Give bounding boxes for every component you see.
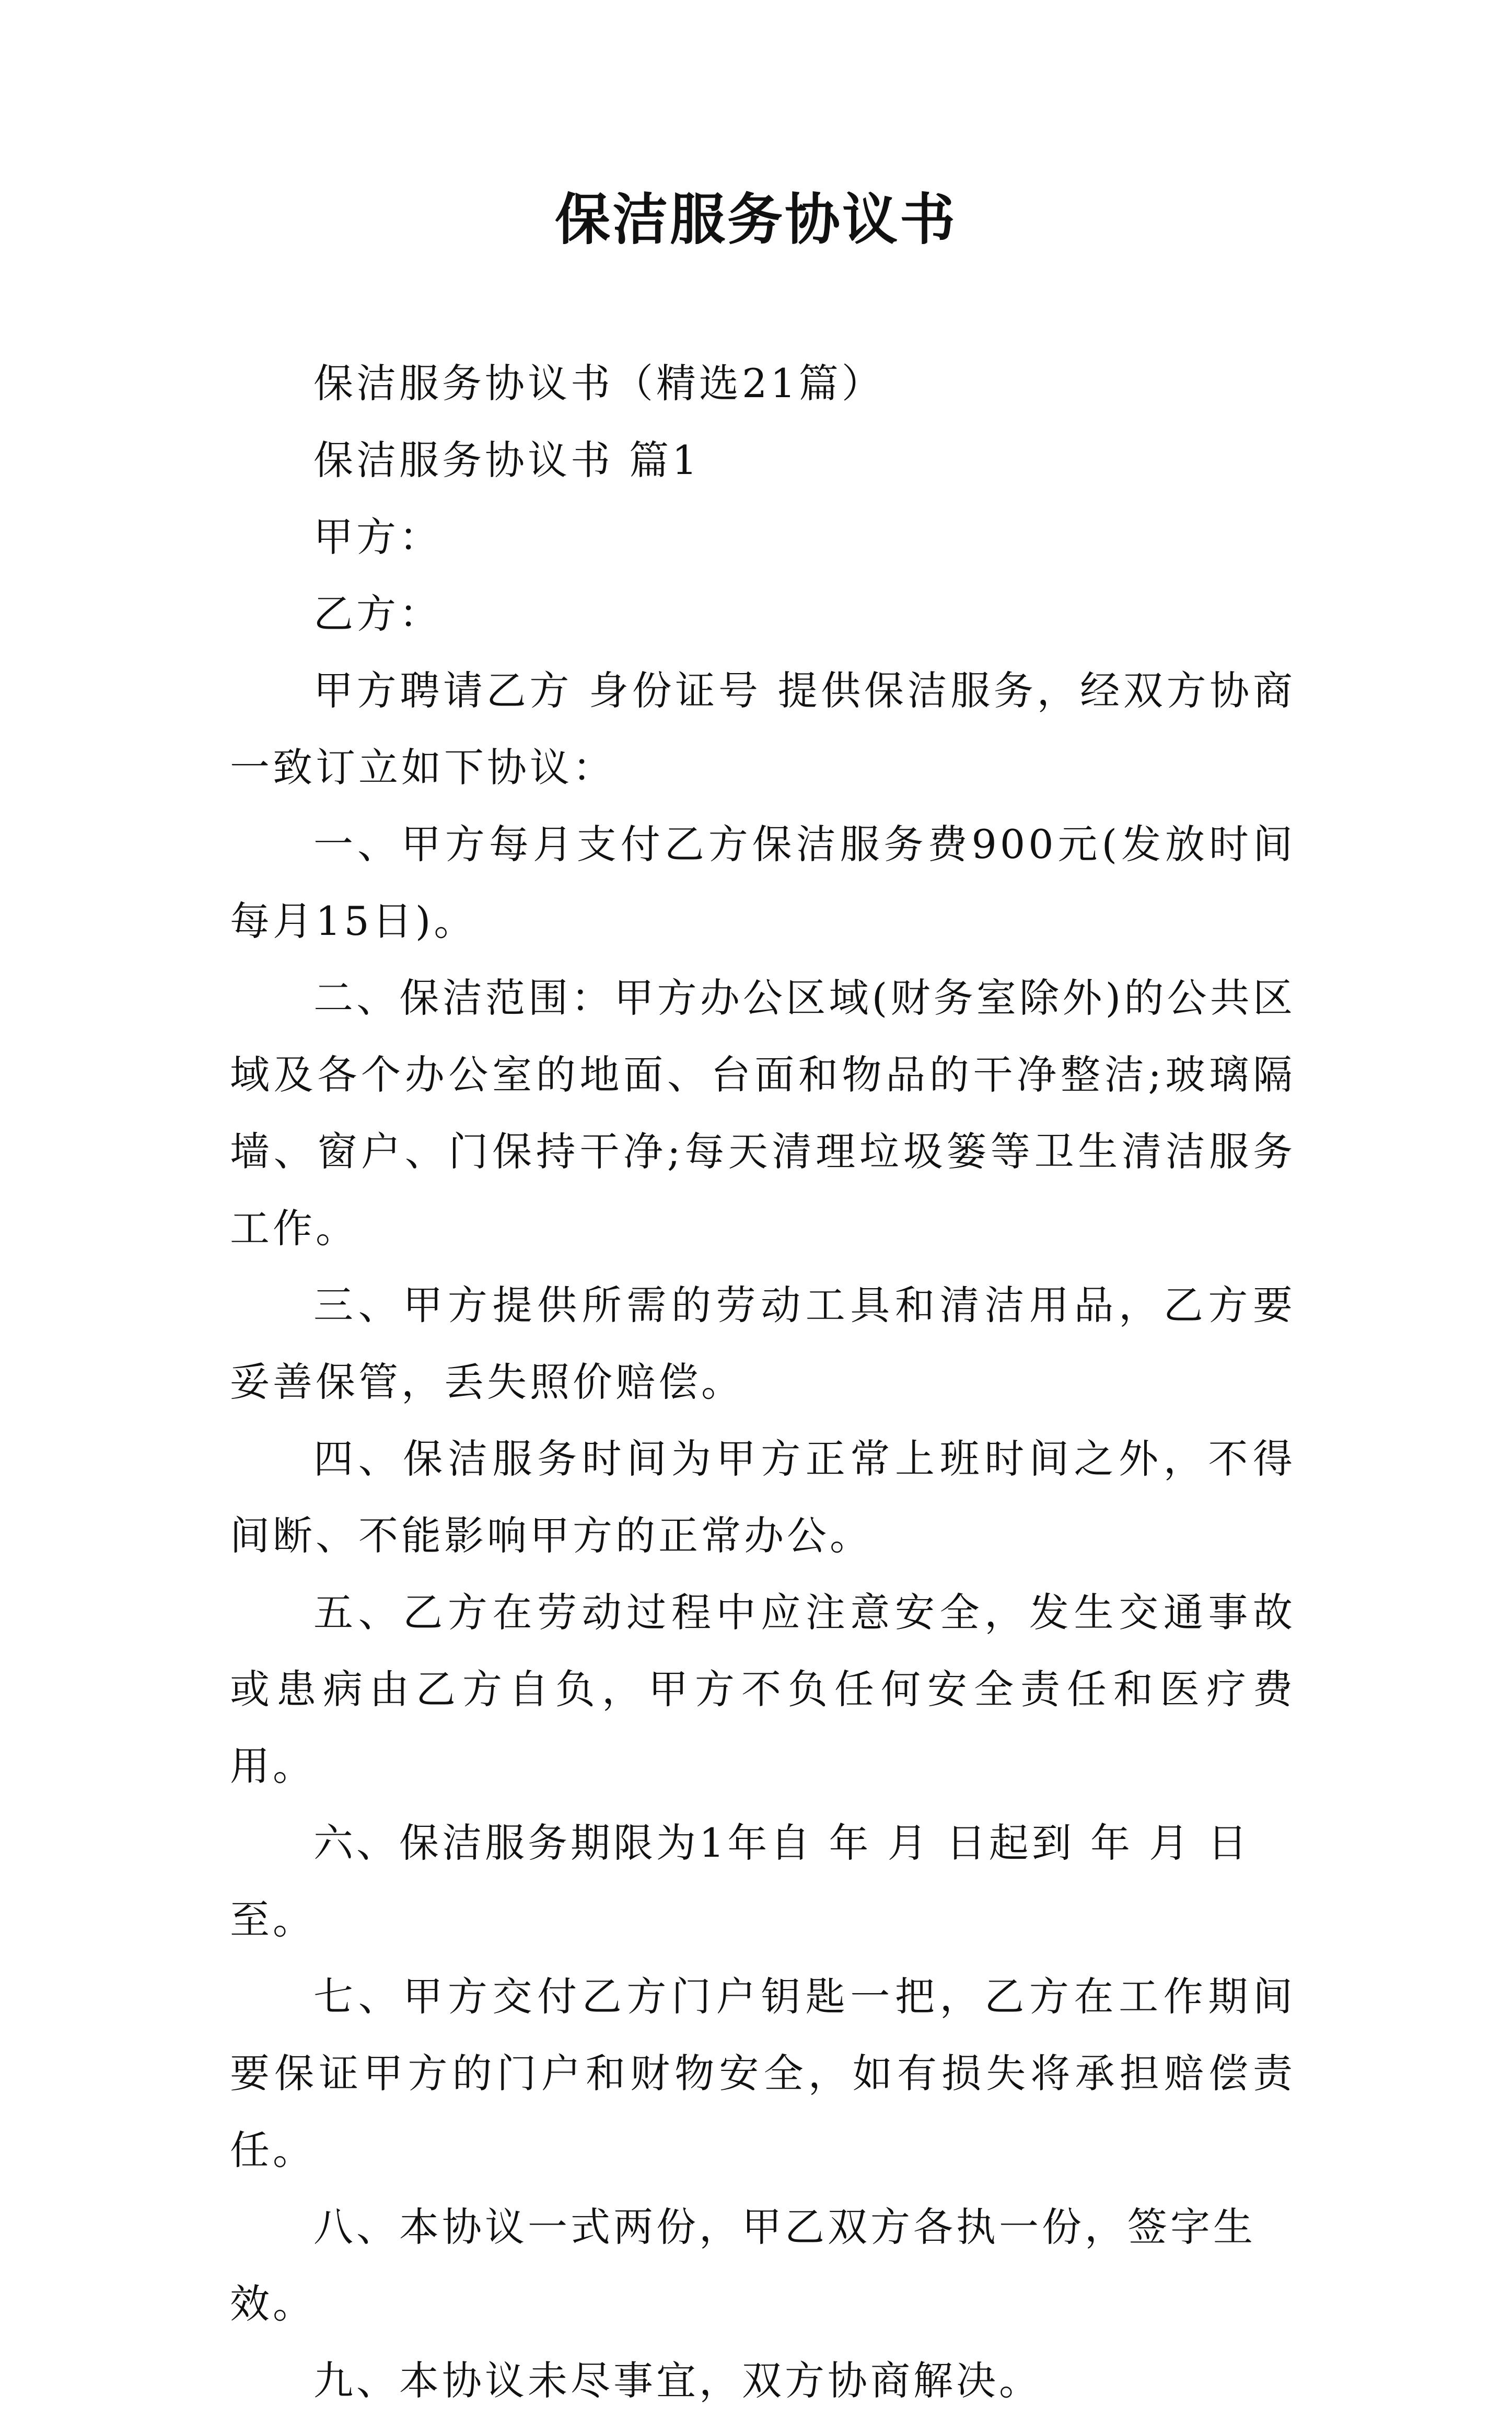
document-title: 保洁服务协议书 — [555, 187, 957, 252]
document-body — [230, 345, 1296, 2419]
clause-1: 一、甲方每月支付乙方保洁服务费900元(发放时间每月15日)。 — [230, 821, 1296, 944]
party-a-line: 甲方： — [313, 514, 442, 560]
clause-8: 八、本协议一式两份，甲乙双方各执一份，签字生效。 — [230, 2204, 1256, 2327]
subtitle-paragraph: 保洁服务协议书（精选21篇） — [313, 360, 885, 407]
clause-2: 二、保洁范围：甲方办公区域(财务室除外)的公共区域及各个办公室的地面、台面和物品的干净整洁;玻璃隔墙、窗户、门保持干净;每天清理垃圾篓等卫生清洁服务工作。 — [230, 975, 1296, 1252]
clause-3: 三、甲方提供所需的劳动工具和清洁用品，乙方要妥善保管，丢失照价赔偿。 — [230, 1282, 1296, 1405]
agreement-intro: 甲方聘请乙方 身份证号 提供保洁服务，经双方协商一致订立如下协议： — [230, 667, 1296, 791]
clause-7: 七、甲方交付乙方门户钥匙一把，乙方在工作期间要保证甲方的门户和财物安全，如有损失将承担赔偿责任。 — [230, 1973, 1296, 2173]
clause-6: 六、保洁服务期限为1年自 年 月 日起到 年 月 日至。 — [230, 1820, 1251, 1943]
party-b-line: 乙方： — [313, 591, 442, 637]
section-heading: 保洁服务协议书 篇1 — [313, 437, 701, 483]
clause-5: 五、乙方在劳动过程中应注意安全，发生交通事故或患病由乙方自负，甲方不负任何安全责任和医疗费用。 — [230, 1589, 1296, 1789]
clause-9: 九、本协议未尽事宜，双方协商解决。 — [313, 2357, 1042, 2404]
clause-4: 四、保洁服务时间为甲方正常上班时间之外，不得间断、不能影响甲方的正常办公。 — [230, 1436, 1296, 1559]
